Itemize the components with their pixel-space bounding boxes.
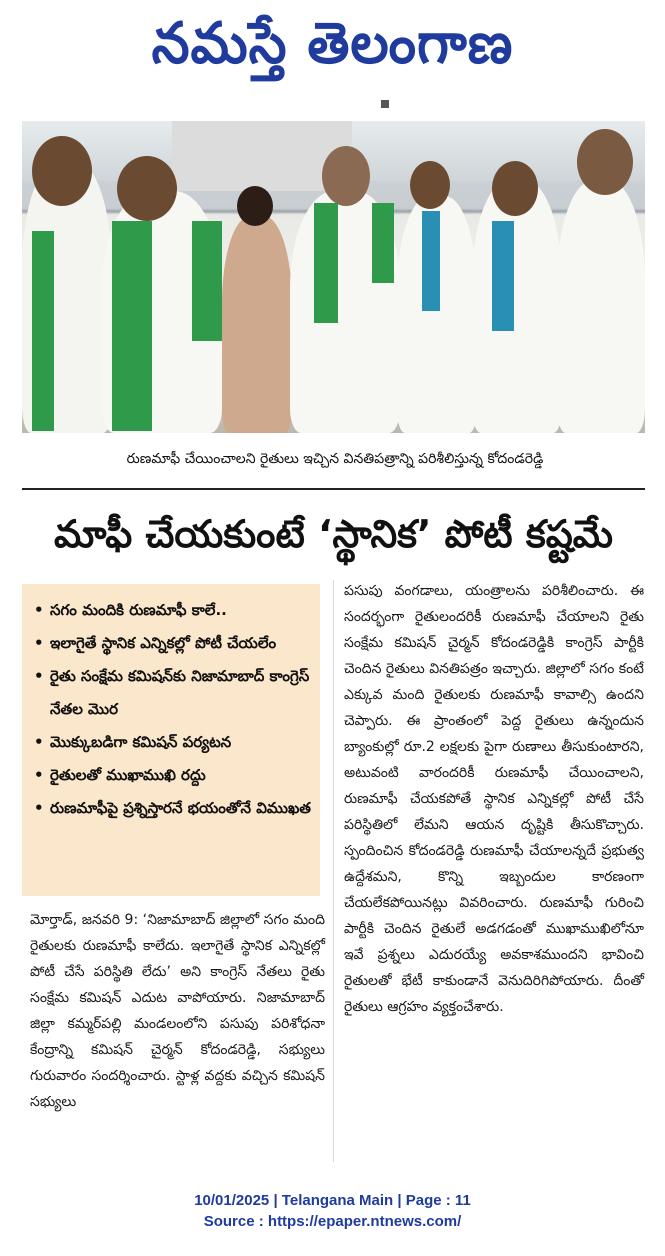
news-photo (22, 121, 645, 433)
page-footer (0, 1190, 665, 1232)
blue-scarf (492, 221, 514, 331)
person-figure (222, 216, 292, 433)
bullet-icon: • (34, 601, 44, 619)
highlight-item (32, 594, 312, 627)
person-head (117, 156, 177, 221)
blue-scarf (422, 211, 440, 311)
highlight-text: సగం మందికి రుణమాఫీ కాలే.. (50, 601, 227, 619)
source-link[interactable]: Source : https://epaper.ntnews.com/ (203, 1213, 462, 1230)
green-scarf (112, 221, 152, 431)
highlight-text: రైతు సంక్షేమ కమిషన్‌కు నిజామాబాద్ కాంగ్రెస్ నేతల మొర (50, 667, 310, 718)
person-figure (472, 181, 562, 433)
highlight-item (32, 726, 312, 759)
green-scarf (32, 231, 54, 431)
highlights-box (22, 584, 320, 896)
column-divider (333, 580, 334, 1162)
highlight-item (32, 660, 312, 726)
newspaper-title: నమస్తే తెలంగాణ (151, 9, 514, 76)
highlight-item (32, 792, 312, 825)
person-head (577, 129, 633, 195)
highlight-text: రుణమాఫీపై ప్రశ్నిస్తారనే భయంతోనే విముఖత (50, 799, 311, 817)
person-head (492, 161, 538, 216)
person-head (410, 161, 450, 209)
bullet-icon: • (34, 733, 44, 751)
article-headline: మాఫీ చేయకుంటే ‘స్థానిక’ పోటీ కష్టమే (53, 512, 614, 556)
photo-caption: రుణమాఫీ చేయించాలని రైతులు ఇచ్చిన వినతిపత్రాన్ని పరిశీలిస్తున్న కోదండరెడ్డి (126, 451, 544, 467)
green-scarf (372, 203, 394, 283)
masthead (0, 0, 665, 100)
highlight-item (32, 759, 312, 792)
article-body-left: మోర్తాడ్, జనవరి 9: ‘నిజామాబాద్ జిల్లాలో సగం మంది రైతులకు రుణమాఫీ కాలేదు. ఇలాగైతే స్థానిక ఎన్నికల్లో పోటీ చేసే పరిస్థితి లేదు’ అని కాంగ్రెస్ నేతలు రైతు సంక్షేమ కమిషన్ ఎదుట వాపోయారు. నిజామాబాద్ జిల్లా కమ్మర్‌పల్లి మండలంలోని పసుపు పరిశోధనా కేంద్రాన్ని కమిషన్ చైర్మన్ కోదండరెడ్డి, సభ్యులు గురువారం సందర్శించారు. స్టాళ్ల వద్దకు వచ్చిన కమిషన్ సభ్యులు (30, 912, 325, 1110)
highlight-item (32, 627, 312, 660)
person-head (237, 186, 273, 226)
bullet-icon: • (34, 667, 44, 685)
highlight-text: రైతులతో ముఖాముఖి రద్దు (50, 766, 206, 784)
highlight-text: ఇలాగైతే స్థానిక ఎన్నికల్లో పోటీ చేయలేం (50, 634, 277, 652)
bullet-icon: • (34, 634, 44, 652)
green-scarf (192, 221, 222, 341)
bullet-icon: • (34, 766, 44, 784)
bullet-icon: • (34, 799, 44, 817)
person-head (322, 146, 370, 206)
divider-line (22, 488, 645, 490)
article-body-right: పసుపు వంగడాలు, యంత్రాలను పరిశీలించారు. ఈ సందర్భంగా రైతులందరికీ రుణమాఫీ చేయాలని రైతు సంక్షేమ కమిషన్ చైర్మన్ కోదండరెడ్డికి కాంగ్రెస్ పార్టీకి చెందిన రైతులు వినతిపత్రం ఇచ్చారు. జిల్లాలో సగం కంటే ఎక్కువ మంది రైతులకు రుణమాఫీ కావాల్సి ఉందని చెప్పారు. ఈ ప్రాంతంలో పెద్ద రైతులు ఉన్నందున బ్యాంకుల్లో రూ.2 లక్షలకు పైగా రుణాలు తీసుకుంటారని, అటువంటి వారందరికీ రుణమాఫీ చేయించాలని, రుణమాఫీ చేయకపోతే స్థానిక ఎన్నికల్లో పోటీ చేసే పరిస్థితిలో లేమని ఆయన దృష్టికి తీసుకొచ్చారు. స్పందించిన కోదండరెడ్డి రుణమాఫీ చేయాలన్నదే ప్రభుత్వ ఉద్దేశమని, కొన్ని ఇబ్బందుల కారణంగా చేయలేకపోయినట్లు వివరించారు. రుణమాఫీ గురించి పార్టీకి చెందిన రైతులే అడగడంతో ముఖాముఖిలోనూ ఇవే ప్రశ్నలు ఎదురయ్యే అవకాశముందని భావించి రైతులతో భేటీ కాకుండానే వెనుదిరిగిపోయారు. దీంతో రైతులు ఆగ్రహం వ్యక్తంచేశారు. (344, 583, 644, 1015)
green-scarf (314, 203, 338, 323)
person-head (32, 136, 92, 206)
person-figure (557, 181, 645, 433)
highlight-text: మొక్కుబడిగా కమిషన్ పర్యటన (50, 733, 232, 751)
crop-mark (381, 100, 389, 108)
edition-info: 10/01/2025 | Telangana Main | Page : 11 (194, 1192, 471, 1209)
